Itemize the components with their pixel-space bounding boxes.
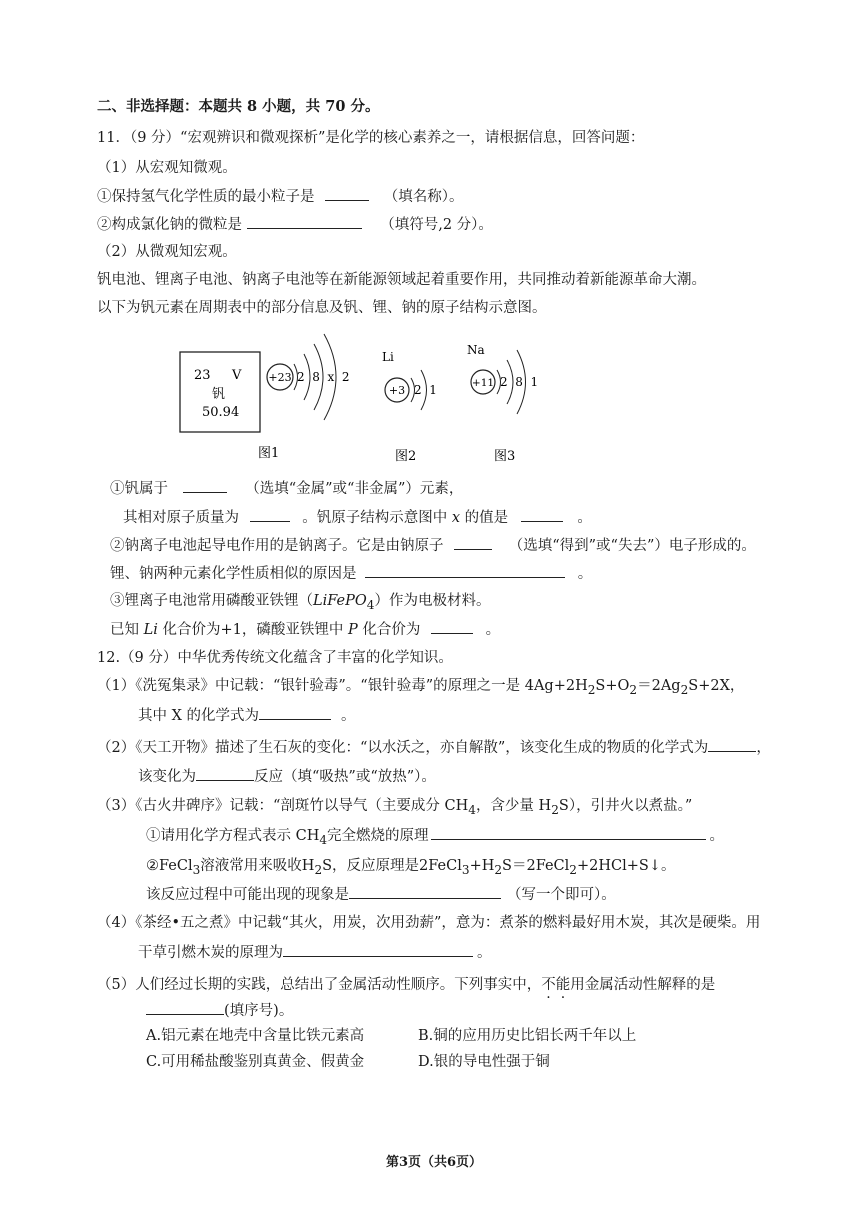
q11-sub-5-text: ③锂离子电池常用磷酸亚铁锂（ [110,593,313,609]
v-nucleus-charge: +23 [268,371,292,384]
li-label: Li [382,350,394,364]
answer-blank[interactable] [365,563,565,578]
q12-part1-line1 [97,676,744,700]
element-name: 钒 [212,387,226,402]
symbol-li: Li [143,622,158,638]
answer-blank[interactable] [349,884,501,899]
answer-blank[interactable] [431,619,473,634]
answer-blank[interactable] [708,737,756,752]
q12-part3-a-text: ①请用化学方程式表示 CH [146,828,320,844]
q11-sub-2-end: 。 [577,510,592,526]
answer-blank[interactable] [247,214,362,229]
q12-part5-line1 [97,975,715,995]
q12-intro: 12.（9 分）中华优秀传统文化蕴含了丰富的化学知识。 [97,650,453,666]
q12-part4-end: 。 [477,945,492,961]
q11-sub-2-mid-b: 的值是 [464,510,509,526]
q11-paragraph-2: 以下为钒元素在周期表中的部分信息及钒、锂、钠的原子结构示意图。 [97,300,547,316]
q11-sub-2-mid-a: 。钒原子结构示意图中 [302,510,448,526]
caption-fig1: 图1 [258,446,280,461]
option-c: C.可用稀盐酸鉴别真黄金、假黄金 [146,1054,365,1070]
q12-part4-line1: （4）《茶经•五之煮》中记载“其火，用炭，次用劲薪”，意为：煮茶的燃料最好用木炭，其次是硬柴。用 [97,915,761,931]
caption-fig2: 图2 [395,449,417,464]
na-nucleus-charge: +11 [471,377,495,389]
q12-part1-line2 [138,705,356,726]
q12-part3-text: ，含少量 H [475,798,552,814]
answer-blank[interactable] [183,478,227,493]
q11-part1-a [97,186,463,207]
q11-sub-5-post: ）作为电极材料。 [374,593,491,609]
element-symbol: V [232,368,242,383]
q12-part3-a [146,825,724,850]
q12-part5-line2 [146,1000,293,1021]
q12-part5-text: （5）人们经过长期的实践，总结出了金属活动性顺序。下列事实中， [97,977,542,993]
emphasis-char: 能 [555,977,571,993]
q11-sub-6 [110,619,500,640]
q11-sub-6-post: 化合价为 [362,622,421,638]
q12-part3-line1 [97,796,692,820]
q12-part1-text: ＝2Ag [637,678,681,694]
q11-sub-1-text: ①钒属于 [110,481,168,497]
q12-part1-text: S+2X， [688,678,745,694]
li-electron-shells: 2 1 [414,383,437,397]
q11-part1-a-text: ①保持氢气化学性质的最小粒子是 [97,189,315,205]
reaction-text: ②FeCl [146,858,193,874]
answer-blank[interactable] [454,535,492,550]
subscript: 4 [319,832,328,847]
option-d: D.银的导电性强于铜 [418,1054,550,1070]
q11-sub-1 [110,478,463,499]
subscript: 2 [569,862,577,877]
na-electron-shells: 2 8 1 [500,375,539,389]
caption-fig3: 图3 [494,449,516,464]
emphasis-char: 不 [541,977,556,993]
v-electron-shells: 2 8 x 2 [297,370,350,384]
answer-blank[interactable] [431,825,706,840]
reaction-text: +2HCl+S↓。 [576,858,676,874]
q11-part1-title: （1）从宏观知微观。 [97,160,237,176]
q11-part1-a-hint: （填名称）。 [383,189,464,205]
q12-part3-text: （3）《古火井碑序》记载：“剖斑竹以导气（主要成分 CH [97,798,469,814]
reaction-text: S，反应原理是2FeCl [322,858,462,874]
answer-blank[interactable] [196,766,254,781]
answer-blank[interactable] [250,507,290,522]
reaction-text: S＝2FeCl [502,858,570,874]
q12-part3-a-text: 完全燃烧的原理 [327,828,429,844]
formula-lifepo4: LiFePO [313,593,367,609]
li-nucleus-charge: +3 [388,384,406,397]
q12-part2-text: 该变化为 [138,769,196,785]
q12-part2-hint: 反应（填“吸热”或“放热”）。 [254,769,436,785]
q11-sub-4-end: 。 [577,566,593,582]
q11-sub-3 [110,535,756,556]
q11-sub-6-mid: 化合价为+1，磷酸亚铁锂中 [162,622,344,638]
q11-sub-6-end: 。 [485,622,501,638]
q11-sub-2-text: 其相对原子质量为 [123,510,239,526]
subscript: 2 [494,862,503,877]
q11-sub-4-text: 锂、钠两种元素化学性质相似的原因是 [110,566,357,582]
subscript: 2 [314,862,323,877]
option-a: A.铝元素在地壳中含量比铁元素高 [146,1028,365,1044]
answer-blank[interactable] [259,705,331,720]
q12-part1-text: （1）《洗冤集录》中记载：“银针验毒”。“银针验毒”的原理之一是 4Ag+2H [97,678,588,694]
atomic-mass: 50.94 [202,405,240,420]
answer-blank[interactable] [521,507,563,522]
q11-part1-b [97,214,493,235]
atomic-structure-figure [170,320,550,470]
q12-part1-text: S+O [595,678,630,694]
q11-sub-3-text: ②钠离子电池起导电作用的是钠离子。它是由钠原子 [110,538,444,554]
q12-part2-line2 [138,766,436,787]
q12-part1-text: 其中 X 的化学式为 [138,708,260,724]
q12-part1-end: 。 [341,708,356,724]
option-b: B.铜的应用历史比铝长两千年以上 [418,1028,637,1044]
symbol-p: P [347,622,358,638]
q11-sub-1-hint: （选填“金属”或“非金属”）元素， [245,481,464,497]
formula-subscript: 4 [366,597,375,612]
q12-part2-end: ， [756,740,771,756]
reaction-text: +H [469,858,495,874]
subscript: 4 [468,802,476,817]
subscript: 3 [192,862,201,877]
q11-sub-4 [110,563,592,584]
atomic-number: 23 [194,368,211,383]
q12-part3-c-hint: （写一个即可）。 [507,887,616,903]
q11-intro: 11．（9 分）“宏观辨识和微观探析”是化学的核心素养之一，请根据信息，回答问题： [97,130,645,146]
q11-sub-2-x: x [451,510,461,526]
q11-sub-2 [123,507,592,528]
q12-part5-hint: (填序号)。 [224,1003,294,1019]
q11-part1-b-hint: （填符号,2 分）。 [380,217,493,233]
q11-part1-b-text: ②构成氯化钠的微粒是 [97,217,242,233]
q12-part4-text: 干草引燃木炭的原理为 [138,945,283,961]
subscript: 3 [461,862,470,877]
q11-paragraph-1: 钒电池、锂离子电池、钠离子电池等在新能源领域起着重要作用，共同推动着新能源革命大潮。 [97,272,706,288]
na-label: Na [467,343,485,357]
q11-sub-3-hint: （选填“得到”或“失去”）电子形成的。 [508,538,756,554]
q11-sub-6-text: 已知 [110,622,139,638]
q12-part3-c-text: 该反应过程中可能出现的现象是 [146,887,349,903]
section-title: 二、非选择题：本题共 8 小题，共 70 分。 [97,98,380,115]
page-footer: 第3页（共6页） [385,1155,483,1170]
q12-part2-line1 [97,737,771,758]
q12-part3-c [146,884,616,905]
answer-blank[interactable] [325,186,369,201]
q11-sub-5 [110,591,490,615]
subscript: 2 [629,682,638,697]
subscript: 2 [551,802,559,817]
q12-part3-b [146,856,675,880]
reaction-text: 溶液常用来吸收H [200,858,315,874]
q12-part2-text: （2）《天工开物》描述了生石灰的变化：“以水沃之，亦自解散”，该变化生成的物质的化学式为 [97,740,709,756]
q12-part3-text: S），引井火以煮盐。” [558,798,693,814]
answer-blank[interactable] [283,942,473,957]
q12-part3-a-end: 。 [709,828,725,844]
q11-part2-title: （2）从微观知宏观。 [97,244,237,260]
subscript: 2 [587,682,596,697]
answer-blank[interactable] [146,1000,224,1015]
q12-part4-line2 [138,942,492,963]
q12-part5-text: 用金属活动性解释的是 [570,977,716,993]
subscript: 2 [680,682,689,697]
